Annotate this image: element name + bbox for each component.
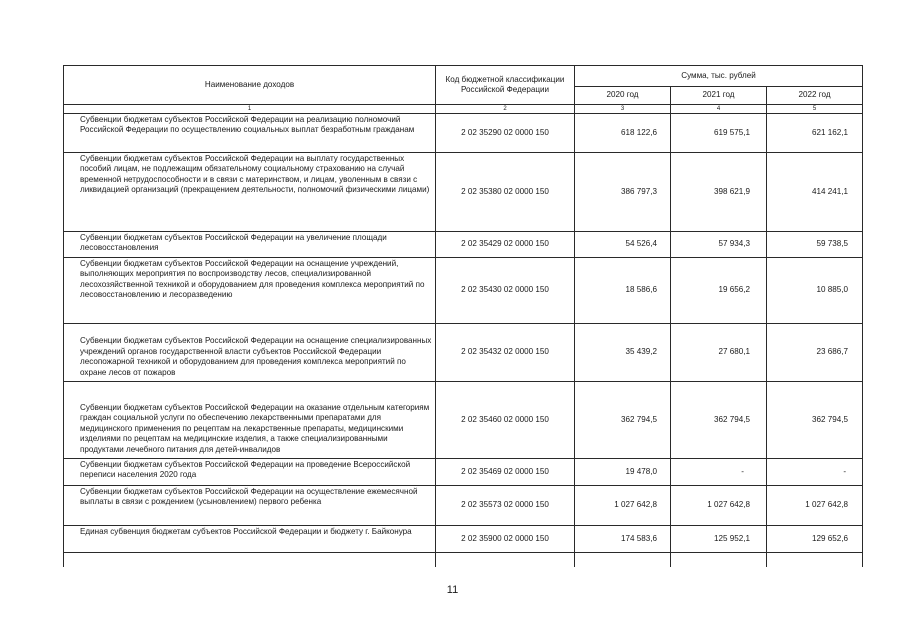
amount-2022: - [767, 459, 863, 486]
header-year-2022: 2022 год [767, 87, 863, 105]
amount-2020: 35 439,2 [575, 324, 671, 382]
column-number: 2 [436, 105, 575, 114]
amount-2021: 362 794,5 [671, 382, 767, 459]
amount-2022: 59 738,5 [767, 232, 863, 258]
table-row [64, 459, 863, 486]
income-table [63, 65, 863, 567]
budget-code: 2 02 35429 02 0000 150 [436, 232, 575, 258]
amount-2020: 54 526,4 [575, 232, 671, 258]
amount-2020: 1 027 642,8 [575, 486, 671, 526]
amount-2020: 618 122,6 [575, 114, 671, 153]
amount-2022: 621 162,1 [767, 114, 863, 153]
table-row [64, 258, 863, 324]
column-number: 5 [767, 105, 863, 114]
amount-2021: 398 621,9 [671, 153, 767, 232]
amount-2022: 414 241,1 [767, 153, 863, 232]
header-sum: Сумма, тыс. рублей [575, 66, 863, 87]
empty-cell [436, 553, 575, 568]
income-name: Субвенции бюджетам субъектов Российской Федерации на проведение Всероссийской переписи населения 2020 года [64, 459, 436, 486]
income-name: Субвенции бюджетам субъектов Российской Федерации на осуществление ежемесячной выплаты в связи с рождением (усыновлением) первого ребенка [64, 486, 436, 526]
amount-2020: 174 583,6 [575, 526, 671, 553]
amount-2021: 1 027 642,8 [671, 486, 767, 526]
table-row [64, 232, 863, 258]
income-name: Субвенции бюджетам субъектов Российской Федерации на выплату государственных пособий лицам, не подлежащим обязательному социальному страхованию на случай временной нетрудоспособности и в связи с материнством, и лицам, уволенным в связи с ликвидацией организаций (прекращением деятельности, полномочий физическими лицами) [64, 153, 436, 232]
header-name: Наименование доходов [64, 66, 436, 105]
amount-2020: 386 797,3 [575, 153, 671, 232]
empty-cell [575, 553, 671, 568]
amount-2020: 18 586,6 [575, 258, 671, 324]
income-name: Субвенции бюджетам субъектов Российской Федерации на оказание отдельным категориям граждан социальной услуги по обеспечению лекарственными препаратами для медицинского применения по рецептам на лекарственные препараты, медицинскими изделиями по рецептам на медицинские изделия, а также специализированными продуктами лечебного питания для детей-инвалидов [64, 382, 436, 459]
amount-2020: 19 478,0 [575, 459, 671, 486]
column-number: 3 [575, 105, 671, 114]
page-number: 11 [446, 584, 459, 596]
amount-2021: - [671, 459, 767, 486]
header-code: Код бюджетной классификации Российской Федерации [436, 66, 575, 105]
column-number: 1 [64, 105, 436, 114]
amount-2022: 1 027 642,8 [767, 486, 863, 526]
table-row [64, 526, 863, 553]
amount-2022: 362 794,5 [767, 382, 863, 459]
amount-2022: 23 686,7 [767, 324, 863, 382]
budget-code: 2 02 35469 02 0000 150 [436, 459, 575, 486]
header-year-2020: 2020 год [575, 87, 671, 105]
column-number: 4 [671, 105, 767, 114]
empty-cell [64, 553, 436, 568]
budget-code: 2 02 35460 02 0000 150 [436, 382, 575, 459]
amount-2022: 10 885,0 [767, 258, 863, 324]
empty-cell [767, 553, 863, 568]
budget-code: 2 02 35432 02 0000 150 [436, 324, 575, 382]
amount-2021: 125 952,1 [671, 526, 767, 553]
income-name: Субвенции бюджетам субъектов Российской Федерации на оснащение специализированных учреждений органов государственной власти субъектов Российской Федерации лесопожарной техникой и оборудованием для проведения комплекса мероприятий по охране лесов от пожаров [64, 324, 436, 382]
amount-2021: 19 656,2 [671, 258, 767, 324]
income-name: Единая субвенция бюджетам субъектов Российской Федерации и бюджету г. Байконура [64, 526, 436, 553]
budget-code: 2 02 35380 02 0000 150 [436, 153, 575, 232]
income-name: Субвенции бюджетам субъектов Российской Федерации на реализацию полномочий Российской Федерации по осуществлению социальных выплат безработным гражданам [64, 114, 436, 153]
table-row [64, 324, 863, 382]
budget-code: 2 02 35900 02 0000 150 [436, 526, 575, 553]
table-row [64, 486, 863, 526]
amount-2021: 27 680,1 [671, 324, 767, 382]
amount-2020: 362 794,5 [575, 382, 671, 459]
table-row [64, 114, 863, 153]
table-row [64, 382, 863, 459]
amount-2022: 129 652,6 [767, 526, 863, 553]
amount-2021: 619 575,1 [671, 114, 767, 153]
empty-cell [671, 553, 767, 568]
income-name: Субвенции бюджетам субъектов Российской Федерации на оснащение учреждений, выполняющих мероприятия по воспроизводству лесов, специализированной лесохозяйственной техникой и оборудованием для проведения комплекса мероприятий по лесовосстановлению и лесоразведению [64, 258, 436, 324]
budget-code: 2 02 35290 02 0000 150 [436, 114, 575, 153]
income-name: Субвенции бюджетам субъектов Российской Федерации на увеличение площади лесовосстановления [64, 232, 436, 258]
header-year-2021: 2021 год [671, 87, 767, 105]
budget-code: 2 02 35573 02 0000 150 [436, 486, 575, 526]
table-row [64, 153, 863, 232]
amount-2021: 57 934,3 [671, 232, 767, 258]
table-row-empty [64, 553, 863, 568]
budget-code: 2 02 35430 02 0000 150 [436, 258, 575, 324]
